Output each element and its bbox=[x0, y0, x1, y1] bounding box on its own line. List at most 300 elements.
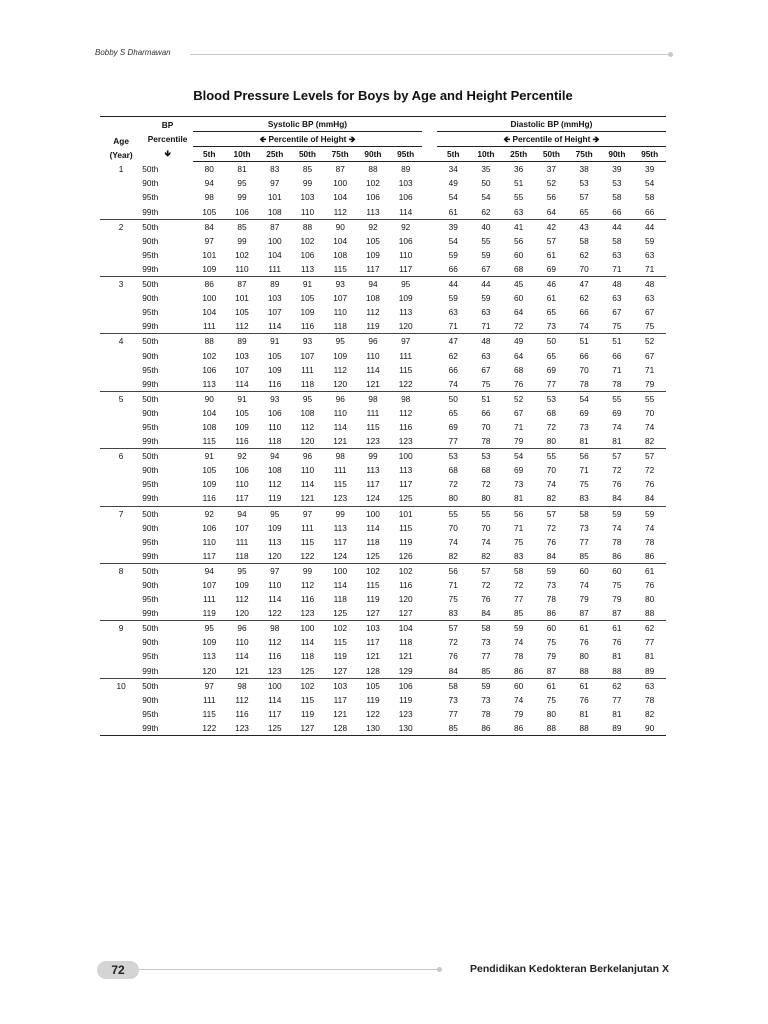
age-cell-empty bbox=[100, 592, 142, 606]
systolic-value-cell: 110 bbox=[235, 479, 249, 490]
diastolic-value-cell: 78 bbox=[514, 651, 524, 662]
diastolic-value-cell: 74 bbox=[612, 522, 622, 533]
diastolic-value-cell: 57 bbox=[481, 565, 491, 576]
systolic-value-cell: 98 bbox=[237, 680, 247, 691]
systolic-value-cell: 99 bbox=[237, 192, 247, 203]
age-cell-empty bbox=[100, 491, 142, 506]
diastolic-value-cell: 76 bbox=[612, 637, 622, 648]
diastolic-value-cell: 66 bbox=[448, 364, 458, 375]
systolic-value-cell: 106 bbox=[235, 465, 249, 476]
diastolic-value-cell: 36 bbox=[514, 164, 524, 175]
bp-header-label: BP bbox=[161, 120, 174, 131]
diastolic-value-cell: 48 bbox=[481, 336, 491, 347]
systolic-value-cell: 118 bbox=[291, 377, 324, 392]
systolic-value-cell: 121 bbox=[398, 651, 413, 662]
diastolic-value-cell: 67 bbox=[514, 407, 524, 418]
diastolic-value-cell: 84 bbox=[535, 549, 568, 564]
diastolic-value-cell: 63 bbox=[645, 293, 655, 304]
diastolic-value-cell: 63 bbox=[481, 350, 491, 361]
systolic-value-cell: 117 bbox=[357, 262, 390, 277]
systolic-value-cell: 102 bbox=[202, 350, 217, 361]
diastolic-value-cell: 63 bbox=[448, 307, 458, 318]
diastolic-value-cell: 78 bbox=[481, 708, 491, 719]
diastolic-value-cell: 54 bbox=[481, 192, 491, 203]
bp-percentile-cell: 50th bbox=[142, 508, 159, 519]
systolic-value-cell: 109 bbox=[235, 421, 249, 432]
systolic-value-cell: 123 bbox=[398, 708, 413, 719]
diastolic-value-cell: 59 bbox=[448, 293, 458, 304]
diastolic-value-cell: 65 bbox=[568, 205, 601, 220]
diastolic-value-cell: 72 bbox=[612, 465, 622, 476]
diastolic-value-cell: 58 bbox=[645, 192, 655, 203]
systolic-value-cell: 112 bbox=[333, 364, 347, 375]
systolic-value-cell: 98 bbox=[270, 623, 280, 634]
age-cell-empty bbox=[100, 234, 142, 248]
diastolic-value-cell: 81 bbox=[579, 708, 589, 719]
diastolic-value-cell: 55 bbox=[481, 235, 491, 246]
diastolic-value-cell: 87 bbox=[568, 606, 601, 621]
diastolic-value-cell: 76 bbox=[481, 594, 491, 605]
diastolic-value-cell: 58 bbox=[579, 508, 589, 519]
diastolic-value-cell: 72 bbox=[514, 580, 524, 590]
diastolic-value-cell: 59 bbox=[481, 249, 491, 260]
diastolic-value-cell: 73 bbox=[535, 319, 568, 334]
table-row bbox=[100, 434, 666, 449]
age-cell-empty bbox=[100, 664, 142, 679]
diastolic-value-cell: 65 bbox=[546, 307, 557, 318]
diastolic-value-cell: 61 bbox=[645, 565, 655, 576]
header-rule bbox=[190, 54, 670, 55]
age-cell-empty bbox=[100, 707, 142, 721]
systolic-value-cell: 117 bbox=[389, 262, 422, 277]
table-row bbox=[100, 649, 666, 663]
diastolic-value-cell: 85 bbox=[568, 549, 601, 564]
diastolic-value-cell: 63 bbox=[645, 680, 655, 691]
diastolic-value-cell: 72 bbox=[481, 580, 491, 590]
systolic-value-cell: 108 bbox=[267, 465, 282, 476]
systolic-value-cell: 110 bbox=[300, 465, 315, 476]
systolic-value-cell: 106 bbox=[398, 680, 413, 691]
systolic-value-cell: 99 bbox=[368, 451, 378, 462]
systolic-value-cell: 108 bbox=[300, 407, 315, 418]
diastolic-value-cell: 73 bbox=[514, 479, 524, 490]
diastolic-value-cell: 78 bbox=[546, 594, 557, 605]
diastolic-value-cell: 65 bbox=[546, 350, 557, 361]
diastolic-value-cell: 80 bbox=[546, 708, 557, 719]
diastolic-value-cell: 80 bbox=[579, 651, 589, 662]
diastolic-value-cell: 76 bbox=[579, 637, 589, 648]
diastolic-value-cell: 70 bbox=[579, 364, 589, 375]
systolic-value-cell: 116 bbox=[193, 491, 226, 506]
diastolic-value-cell: 46 bbox=[546, 279, 557, 290]
systolic-value-cell: 118 bbox=[366, 536, 380, 547]
diastolic-value-cell: 82 bbox=[437, 549, 470, 564]
diastolic-value-cell: 67 bbox=[645, 307, 655, 318]
bp-percentile-cell: 50th bbox=[142, 393, 159, 404]
diastolic-value-cell: 73 bbox=[481, 694, 491, 705]
diastolic-value-cell: 73 bbox=[448, 694, 458, 705]
age-cell: 9 bbox=[118, 623, 124, 634]
diastolic-value-cell: 57 bbox=[645, 451, 655, 462]
diastolic-col-90th: 90th bbox=[601, 147, 634, 162]
bp-percentile-cell: 50th bbox=[142, 623, 159, 634]
systolic-value-cell: 122 bbox=[193, 721, 226, 736]
systolic-value-cell: 100 bbox=[333, 565, 348, 576]
systolic-value-cell: 107 bbox=[202, 580, 217, 590]
systolic-value-cell: 110 bbox=[202, 536, 216, 547]
systolic-value-cell: 100 bbox=[333, 178, 348, 189]
diastolic-value-cell: 69 bbox=[579, 407, 589, 418]
systolic-value-cell: 103 bbox=[398, 178, 413, 189]
diastolic-value-cell: 69 bbox=[535, 262, 568, 277]
bp-percentile-cell: 50th bbox=[142, 336, 159, 347]
diastolic-value-cell: 81 bbox=[612, 708, 622, 719]
diastolic-value-cell: 57 bbox=[448, 623, 458, 634]
table-row bbox=[100, 463, 666, 477]
systolic-value-cell: 114 bbox=[235, 651, 249, 662]
diastolic-value-cell: 54 bbox=[579, 393, 589, 404]
diastolic-value-cell: 49 bbox=[448, 178, 458, 189]
diastolic-value-cell: 79 bbox=[579, 594, 589, 605]
diastolic-value-cell: 79 bbox=[612, 594, 622, 605]
diastolic-value-cell: 87 bbox=[601, 606, 634, 621]
systolic-value-cell: 99 bbox=[302, 178, 313, 189]
systolic-value-cell: 130 bbox=[389, 721, 422, 736]
systolic-value-cell: 105 bbox=[267, 350, 282, 361]
diastolic-value-cell: 51 bbox=[481, 393, 491, 404]
systolic-value-cell: 127 bbox=[324, 664, 357, 679]
systolic-value-cell: 111 bbox=[202, 694, 216, 705]
systolic-value-cell: 92 bbox=[237, 451, 247, 462]
systolic-value-cell: 125 bbox=[291, 664, 324, 679]
systolic-value-cell: 105 bbox=[193, 205, 226, 220]
diastolic-value-cell: 73 bbox=[546, 580, 557, 590]
systolic-value-cell: 100 bbox=[202, 293, 217, 304]
diastolic-value-cell: 90 bbox=[633, 721, 666, 736]
diastolic-value-cell: 44 bbox=[448, 279, 458, 290]
diastolic-value-cell: 74 bbox=[568, 319, 601, 334]
systolic-value-cell: 118 bbox=[333, 594, 347, 605]
systolic-value-cell: 102 bbox=[366, 565, 380, 576]
table-row bbox=[100, 535, 666, 549]
diastolic-value-cell: 75 bbox=[546, 637, 557, 648]
diastolic-value-cell: 66 bbox=[579, 307, 589, 318]
systolic-value-cell: 87 bbox=[270, 221, 280, 232]
diastolic-value-cell: 51 bbox=[514, 178, 524, 189]
systolic-value-cell: 110 bbox=[366, 350, 380, 361]
diastolic-value-cell: 68 bbox=[514, 364, 524, 375]
systolic-value-cell: 103 bbox=[333, 680, 348, 691]
diastolic-value-cell: 81 bbox=[612, 651, 622, 662]
diastolic-value-cell: 75 bbox=[470, 377, 503, 392]
diastolic-value-cell: 55 bbox=[514, 192, 524, 203]
bp-percentile-cell: 90th bbox=[142, 637, 159, 648]
diastolic-value-cell: 60 bbox=[514, 680, 524, 691]
diastolic-value-cell: 57 bbox=[579, 192, 589, 203]
systolic-value-cell: 125 bbox=[357, 549, 390, 564]
systolic-col-10th: 10th bbox=[226, 147, 259, 162]
systolic-col-95th: 95th bbox=[389, 147, 422, 162]
systolic-value-cell: 109 bbox=[267, 522, 282, 533]
diastolic-value-cell: 77 bbox=[612, 694, 622, 705]
systolic-value-cell: 90 bbox=[204, 393, 214, 404]
diastolic-value-cell: 50 bbox=[481, 178, 491, 189]
diastolic-value-cell: 70 bbox=[481, 522, 491, 533]
diastolic-value-cell: 41 bbox=[514, 221, 524, 232]
systolic-value-cell: 120 bbox=[226, 606, 259, 621]
diastolic-value-cell: 72 bbox=[645, 465, 655, 476]
table-row bbox=[100, 578, 666, 592]
bp-percentile-cell: 99th bbox=[142, 491, 193, 506]
diastolic-value-cell: 56 bbox=[514, 235, 524, 246]
bp-percentile-cell: 95th bbox=[142, 192, 159, 203]
systolic-value-cell: 116 bbox=[268, 651, 282, 662]
systolic-value-cell: 85 bbox=[237, 221, 247, 232]
systolic-value-cell: 119 bbox=[366, 694, 380, 705]
systolic-value-cell: 112 bbox=[268, 479, 282, 490]
diastolic-value-cell: 57 bbox=[546, 508, 557, 519]
diastolic-value-cell: 69 bbox=[546, 364, 557, 375]
systolic-value-cell: 113 bbox=[357, 205, 390, 220]
systolic-value-cell: 115 bbox=[366, 580, 380, 590]
systolic-value-cell: 116 bbox=[258, 377, 291, 392]
systolic-value-cell: 111 bbox=[301, 522, 314, 533]
diastolic-value-cell: 86 bbox=[502, 664, 535, 679]
diastolic-value-cell: 69 bbox=[612, 407, 622, 418]
table-row bbox=[100, 305, 666, 319]
bp-percentile-cell: 50th bbox=[142, 279, 159, 290]
systolic-value-cell: 97 bbox=[204, 680, 214, 691]
age-cell-empty bbox=[100, 693, 142, 707]
diastolic-value-cell: 59 bbox=[612, 508, 622, 519]
systolic-value-cell: 115 bbox=[333, 637, 347, 648]
systolic-value-cell: 83 bbox=[270, 164, 280, 175]
diastolic-value-cell: 87 bbox=[535, 664, 568, 679]
systolic-value-cell: 102 bbox=[300, 235, 315, 246]
systolic-value-cell: 115 bbox=[324, 262, 357, 277]
diastolic-value-cell: 66 bbox=[633, 205, 666, 220]
systolic-value-cell: 87 bbox=[335, 164, 345, 175]
diastolic-value-cell: 86 bbox=[633, 549, 666, 564]
age-cell-empty bbox=[100, 463, 142, 477]
systolic-value-cell: 115 bbox=[399, 522, 413, 533]
systolic-value-cell: 123 bbox=[258, 664, 291, 679]
diastolic-value-cell: 72 bbox=[481, 479, 491, 490]
systolic-value-cell: 103 bbox=[235, 350, 249, 361]
systolic-value-cell: 91 bbox=[270, 336, 280, 347]
diastolic-value-cell: 76 bbox=[645, 580, 655, 590]
diastolic-value-cell: 55 bbox=[645, 393, 655, 404]
systolic-value-cell: 109 bbox=[366, 249, 380, 260]
table-row bbox=[100, 563, 666, 578]
diastolic-header: Diastolic BP (mmHg) bbox=[437, 117, 666, 132]
blood-pressure-table bbox=[100, 116, 666, 736]
bp-percentile-cell: 90th bbox=[142, 178, 159, 189]
systolic-value-cell: 117 bbox=[333, 536, 347, 547]
systolic-value-cell: 121 bbox=[324, 434, 357, 449]
systolic-value-cell: 97 bbox=[204, 235, 214, 246]
systolic-value-cell: 112 bbox=[268, 637, 282, 648]
systolic-value-cell: 108 bbox=[258, 205, 291, 220]
table-row bbox=[100, 693, 666, 707]
diastolic-value-cell: 54 bbox=[448, 192, 458, 203]
systolic-value-cell: 110 bbox=[268, 421, 282, 432]
systolic-value-cell: 102 bbox=[235, 249, 249, 260]
systolic-value-cell: 112 bbox=[235, 694, 249, 705]
table-row bbox=[100, 334, 666, 349]
systolic-value-cell: 112 bbox=[300, 421, 315, 432]
systolic-value-cell: 88 bbox=[302, 221, 313, 232]
diastolic-value-cell: 55 bbox=[448, 508, 458, 519]
diastolic-value-cell: 59 bbox=[514, 623, 524, 634]
diastolic-value-cell: 39 bbox=[448, 221, 458, 232]
table-row bbox=[100, 491, 666, 506]
diastolic-value-cell: 72 bbox=[546, 522, 557, 533]
diastolic-value-cell: 71 bbox=[633, 262, 666, 277]
arrow-down-icon: 🡻 bbox=[164, 148, 171, 159]
diastolic-value-cell: 74 bbox=[645, 421, 655, 432]
systolic-value-cell: 127 bbox=[291, 721, 324, 736]
systolic-value-cell: 106 bbox=[226, 205, 259, 220]
systolic-value-cell: 117 bbox=[366, 637, 380, 648]
diastolic-value-cell: 79 bbox=[633, 377, 666, 392]
age-cell-empty bbox=[100, 549, 142, 564]
table-row bbox=[100, 176, 666, 190]
table-row bbox=[100, 349, 666, 363]
systolic-value-cell: 113 bbox=[291, 262, 324, 277]
diastolic-value-cell: 61 bbox=[437, 205, 470, 220]
table-row bbox=[100, 621, 666, 636]
systolic-value-cell: 106 bbox=[398, 235, 413, 246]
running-header-author: Bobby S Dharmawan bbox=[95, 48, 171, 57]
diastolic-value-cell: 86 bbox=[535, 606, 568, 621]
diastolic-value-cell: 81 bbox=[601, 434, 634, 449]
systolic-value-cell: 93 bbox=[302, 336, 313, 347]
systolic-value-cell: 123 bbox=[226, 721, 259, 736]
diastolic-value-cell: 68 bbox=[546, 407, 557, 418]
systolic-value-cell: 109 bbox=[267, 364, 282, 375]
bp-percentile-cell: 50th bbox=[142, 680, 159, 691]
age-cell-empty bbox=[100, 349, 142, 363]
diastolic-value-cell: 74 bbox=[448, 536, 458, 547]
diastolic-value-cell: 70 bbox=[568, 262, 601, 277]
table-row bbox=[100, 363, 666, 377]
diastolic-col-75th: 75th bbox=[568, 147, 601, 162]
table-row bbox=[100, 391, 666, 406]
diastolic-value-cell: 68 bbox=[448, 465, 458, 476]
systolic-value-cell: 112 bbox=[300, 580, 315, 590]
systolic-value-cell: 104 bbox=[267, 249, 282, 260]
diastolic-value-cell: 63 bbox=[612, 293, 622, 304]
systolic-value-cell: 98 bbox=[204, 192, 214, 203]
systolic-value-cell: 86 bbox=[204, 279, 214, 290]
diastolic-value-cell: 67 bbox=[645, 350, 655, 361]
bp-percentile-cell: 90th bbox=[142, 522, 159, 533]
systolic-value-cell: 104 bbox=[333, 235, 348, 246]
systolic-value-cell: 109 bbox=[398, 293, 413, 304]
table-row bbox=[100, 664, 666, 679]
systolic-value-cell: 97 bbox=[302, 508, 313, 519]
table-row bbox=[100, 248, 666, 262]
diastolic-value-cell: 56 bbox=[546, 192, 557, 203]
diastolic-value-cell: 61 bbox=[612, 623, 622, 634]
systolic-value-cell: 122 bbox=[366, 708, 380, 719]
diastolic-value-cell: 89 bbox=[633, 664, 666, 679]
systolic-value-cell: 107 bbox=[267, 307, 282, 318]
systolic-value-cell: 94 bbox=[368, 279, 378, 290]
systolic-value-cell: 103 bbox=[300, 192, 315, 203]
systolic-value-cell: 100 bbox=[267, 680, 282, 691]
systolic-col-90th: 90th bbox=[357, 147, 390, 162]
diastolic-value-cell: 83 bbox=[568, 491, 601, 506]
systolic-value-cell: 121 bbox=[291, 491, 324, 506]
diastolic-value-cell: 64 bbox=[514, 350, 524, 361]
diastolic-value-cell: 74 bbox=[514, 637, 524, 648]
diastolic-value-cell: 88 bbox=[568, 721, 601, 736]
diastolic-value-cell: 49 bbox=[514, 336, 524, 347]
diastolic-value-cell: 72 bbox=[546, 421, 557, 432]
diastolic-value-cell: 77 bbox=[481, 651, 491, 662]
diastolic-value-cell: 68 bbox=[502, 262, 535, 277]
systolic-value-cell: 114 bbox=[300, 637, 315, 648]
bp-percentile-header bbox=[142, 117, 193, 162]
bp-percentile-cell: 95th bbox=[142, 708, 159, 719]
diastolic-value-cell: 74 bbox=[612, 421, 622, 432]
page-number: 72 bbox=[97, 961, 139, 979]
table-row bbox=[100, 319, 666, 334]
systolic-value-cell: 101 bbox=[202, 249, 217, 260]
diastolic-value-cell: 83 bbox=[437, 606, 470, 621]
diastolic-value-cell: 61 bbox=[579, 623, 589, 634]
diastolic-height-percentile-header: 🡸 Percentile of Height 🡺 bbox=[437, 132, 666, 147]
diastolic-value-cell: 84 bbox=[437, 664, 470, 679]
diastolic-value-cell: 42 bbox=[546, 221, 557, 232]
diastolic-value-cell: 77 bbox=[535, 377, 568, 392]
age-cell: 7 bbox=[118, 508, 124, 519]
diastolic-value-cell: 73 bbox=[579, 522, 589, 533]
diastolic-value-cell: 74 bbox=[514, 694, 524, 705]
systolic-value-cell: 115 bbox=[202, 708, 216, 719]
diastolic-value-cell: 81 bbox=[568, 434, 601, 449]
diastolic-value-cell: 52 bbox=[546, 178, 557, 189]
systolic-value-cell: 108 bbox=[202, 421, 217, 432]
diastolic-value-cell: 62 bbox=[579, 249, 589, 260]
diastolic-value-cell: 53 bbox=[481, 451, 491, 462]
diastolic-value-cell: 72 bbox=[502, 319, 535, 334]
systolic-value-cell: 112 bbox=[366, 307, 380, 318]
systolic-value-cell: 96 bbox=[302, 451, 313, 462]
table-row bbox=[100, 549, 666, 564]
systolic-value-cell: 107 bbox=[235, 522, 249, 533]
systolic-value-cell: 115 bbox=[366, 421, 380, 432]
systolic-value-cell: 110 bbox=[226, 262, 259, 277]
systolic-value-cell: 124 bbox=[357, 491, 390, 506]
systolic-value-cell: 124 bbox=[324, 549, 357, 564]
diastolic-value-cell: 75 bbox=[601, 319, 634, 334]
diastolic-value-cell: 35 bbox=[481, 164, 491, 175]
systolic-value-cell: 104 bbox=[398, 623, 413, 634]
systolic-value-cell: 109 bbox=[193, 262, 226, 277]
systolic-value-cell: 117 bbox=[268, 708, 282, 719]
systolic-value-cell: 113 bbox=[202, 651, 216, 662]
systolic-value-cell: 104 bbox=[333, 192, 348, 203]
diastolic-value-cell: 62 bbox=[645, 623, 655, 634]
diastolic-value-cell: 53 bbox=[448, 451, 458, 462]
diastolic-value-cell: 51 bbox=[612, 336, 622, 347]
diastolic-value-cell: 66 bbox=[612, 350, 622, 361]
systolic-value-cell: 117 bbox=[399, 479, 413, 490]
diastolic-value-cell: 62 bbox=[612, 680, 622, 691]
